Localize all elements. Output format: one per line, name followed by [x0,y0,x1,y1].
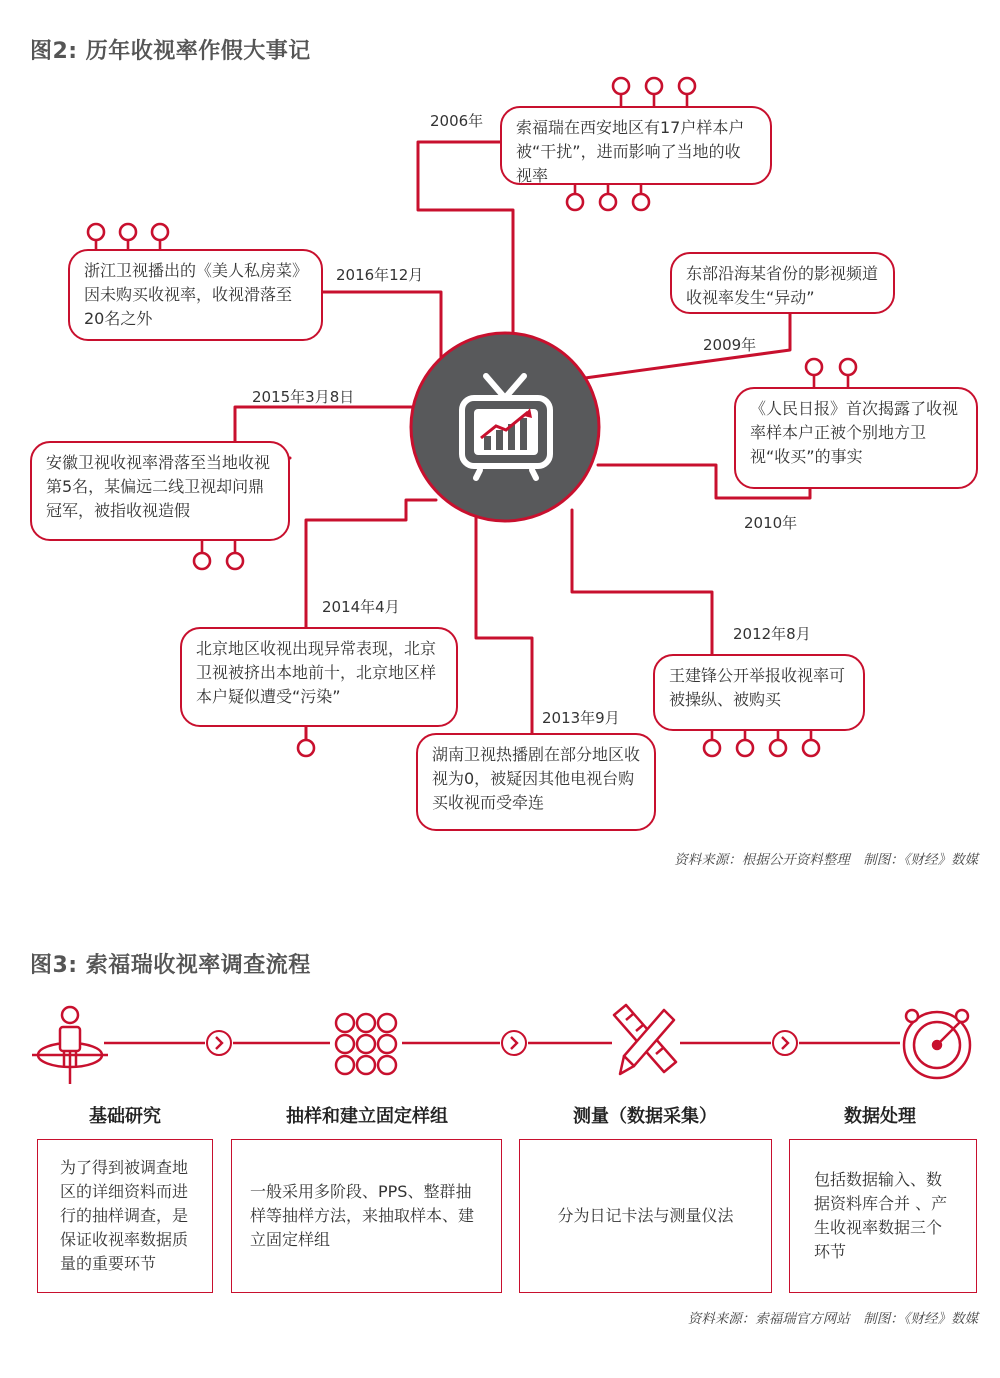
year-label-2010: 2010年 [744,514,798,532]
event-text-2013: 湖南卫视热播剧在部分地区收视为0，被疑因其他电视台购买收视而受牵连 [432,745,641,812]
radar-icon [904,1010,970,1078]
figure3-title: 图3: 索福瑞收视率调查流程 [30,953,311,978]
chevron-right-icon [773,1031,797,1055]
step-box-data-processing [789,1139,977,1293]
step-title-basic-research: 基础研究 [89,1106,161,1127]
figure3-source: 资料来源：索福瑞官方网站 制图：《财经》数媒 [687,1311,978,1327]
step-title-data-processing: 数据处理 [844,1106,916,1127]
year-label-2009: 2009年 [703,336,757,354]
year-label-2013: 2013年9月 [542,709,620,727]
event-text-2015: 安徽卫视收视率滑落至当地收视第5名，某偏远二线卫视却问鼎冠军，被指收视造假 [46,453,271,520]
event-text-2016: 浙江卫视播出的《美人私房菜》因未购买收视率，收视滑落至20名之外 [84,261,301,328]
event-text-2009: 东部沿海某省份的影视频道收视率发生“异动” [686,264,879,307]
chevron-right-icon [502,1031,526,1055]
step-title-measurement: 测量（数据采集） [573,1106,717,1127]
year-label-2014: 2014年4月 [322,598,400,616]
person-target-icon [32,1007,108,1084]
step-title-sampling: 抽样和建立固定样组 [286,1106,448,1127]
step-text-basic-research: 为了得到被调查地区的详细资料而进行的抽样调查，是保证收视率数据质量的重要环节 [60,1158,189,1273]
chevron-right-icon [207,1031,231,1055]
event-text-2014: 北京地区收视出现异常表现，北京卫视被挤出本地前十，北京地区样本户疑似遭受“污染” [196,639,437,706]
year-label-2012: 2012年8月 [733,625,811,643]
step-box-sampling [231,1139,502,1293]
year-label-2006: 2006年 [430,112,484,130]
step-text-measurement: 分为日记卡法与测量仪法 [557,1206,734,1225]
figure2-source: 资料来源：根据公开资料整理 制图：《财经》数媒 [674,852,978,868]
step-text-sampling: 一般采用多阶段、PPS、整群抽样等抽样方法，来抽取样本、建立固定样组 [250,1182,475,1249]
year-label-2015: 2015年3月8日 [252,388,355,406]
event-text-2010: 《人民日报》首次揭露了收视率样本户正被个别地方卫视“收买”的事实 [750,399,959,466]
figure2-title: 图2: 历年收视率作假大事记 [30,39,311,64]
step-text-data-processing: 包括数据输入、数据资料库合并 、产生收视率数据三个环节 [814,1170,948,1261]
sample-grid-icon [336,1014,396,1074]
ruler-pencil-icon [614,1005,676,1074]
step-box-measurement [519,1139,772,1293]
event-text-2006: 索福瑞在西安地区有17户样本户被“干扰”，进而影响了当地的收视率 [516,118,745,185]
step-box-basic-research [37,1139,213,1293]
year-label-2016: 2016年12月 [336,266,424,284]
event-text-2012: 王建锋公开举报收视率可被操纵、被购买 [669,666,846,709]
